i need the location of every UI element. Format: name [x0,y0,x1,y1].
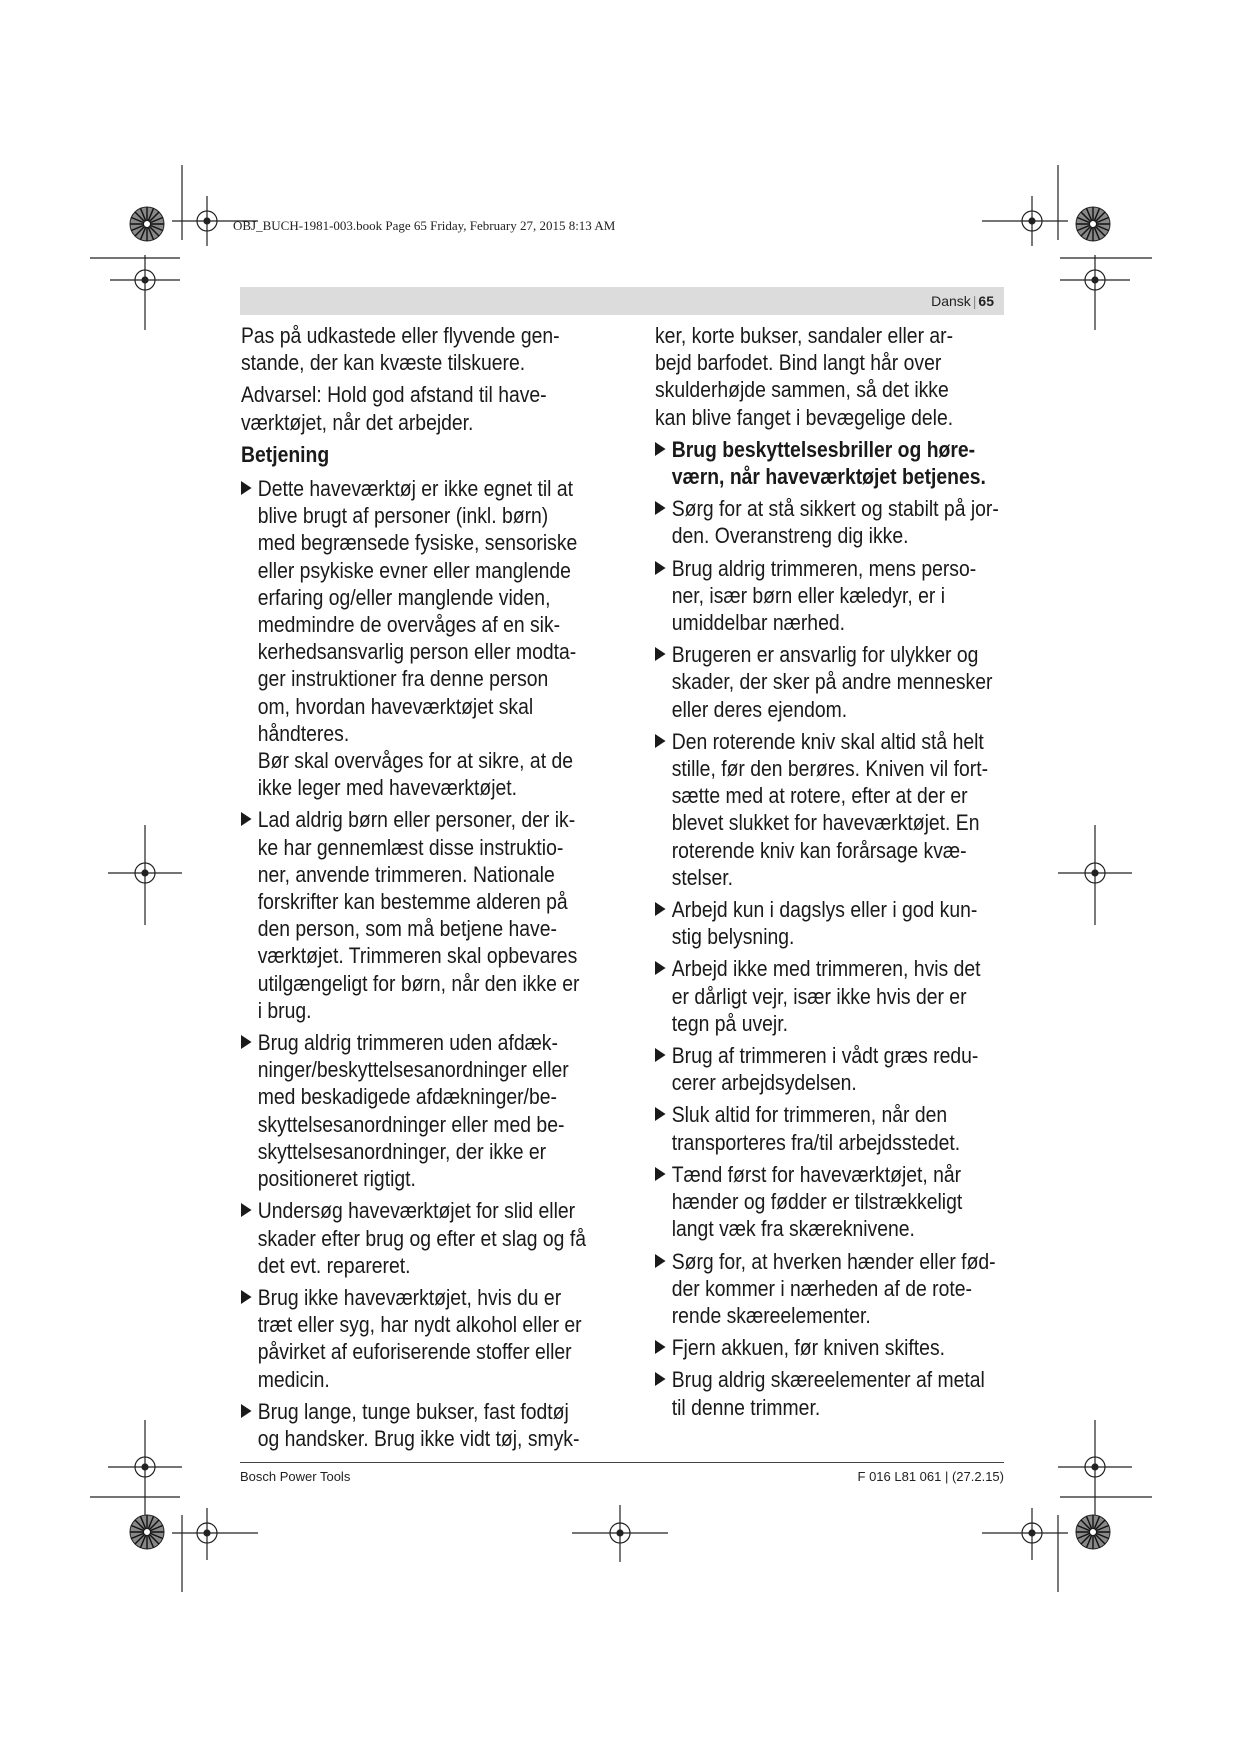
text-line: skader efter brug og efter et slag og få [257,1225,586,1251]
text-line: rende skæreelementer. [671,1302,871,1328]
registration-target [108,825,182,925]
text-line: bejd barfodet. Bind langt hår over [655,350,942,376]
bullet-item [241,1197,586,1279]
text-line: med begrænsede fysiske, sensoriske [257,530,578,556]
text-line: Arbejd ikke med trimmeren, hvis det [671,956,981,982]
registration-target [982,196,1068,246]
text-line: den person, som må betjene have- [257,916,557,942]
text-line: tegn på uvejr. [671,1010,788,1036]
text-line: ner, anvende trimmeren. Nationale [257,861,555,887]
registration-target [572,1505,668,1562]
text-line: Brug ikke haveværktøjet, hvis du er [257,1284,562,1310]
text-line: skader, der sker på andre mennesker [671,669,993,695]
bullet-triangle-icon [241,1404,252,1418]
registration-target [1058,1420,1132,1515]
text-line: Dette haveværktøj er ikke egnet til at [257,476,573,502]
bullet-triangle-icon [655,1048,666,1062]
print-file-info: OBJ_BUCH-1981-003.book Page 65 Friday, February 27, 2015 8:13 AM [233,218,616,233]
bullet-triangle-icon [655,501,666,515]
text-line: der kommer i nærheden af de rote- [671,1275,972,1301]
text-line: Brug lange, tunge bukser, fast fodtøj [257,1398,569,1424]
text-line: kan blive fanget i bevægelige dele. [655,404,954,430]
bullet-item [241,475,578,801]
page-header [240,287,1004,315]
text-line: forskrifter kan bestemme alderen på [257,889,568,915]
text-line: utilgængeligt for børn, når den ikke er [257,970,580,996]
text-line: Brug aldrig trimmeren, mens perso- [671,555,977,581]
registration-target [1060,255,1130,330]
header-label: Dansk | 65 [931,293,994,309]
text-line: Undersøg haveværktøjet for slid eller [257,1198,576,1224]
registration-target [1058,825,1132,925]
bullet-triangle-icon [655,442,666,456]
bullet-item-bold [655,436,986,490]
bullet-item [655,1042,981,1096]
registration-target [110,255,180,330]
text-line: til denne trimmer. [671,1394,821,1420]
registration-target [982,1508,1068,1560]
paragraph [241,381,567,435]
bullet-triangle-icon [655,1167,666,1181]
text-line: Brug af trimmeren i vådt græs redu- [671,1043,979,1069]
bullet-item [655,555,981,637]
bullet-item [655,641,993,723]
header-language: Dansk [931,293,971,309]
text-line: eller deres ejendom. [671,696,848,722]
bullet-triangle-icon [655,902,666,916]
bullet-item [241,1284,582,1393]
text-line: positioneret rigtigt. [257,1166,416,1192]
text-line: stig belysning. [671,924,795,950]
text-line: kerhedsansvarlig person eller modta- [257,639,577,665]
text-line: ger instruktioner fra denne person [257,666,549,692]
text-line: Arbejd kun i dagslys eller i god kun- [671,897,978,923]
text-line: hænder og fødder er tilstrækkeligt [671,1189,963,1215]
bullet-item [241,806,580,1024]
bullet-triangle-icon [655,647,666,661]
left-column [241,322,586,1457]
text-line: stande, der kan kvæste tilskuere. [241,350,526,376]
bullet-item [655,955,981,1037]
color-target-icon [130,207,164,241]
text-line: ner, især børn eller kæledyr, er i [671,582,946,608]
bullet-item [655,1366,985,1420]
text-line: skulderhøjde sammen, så det ikke [655,377,949,403]
text-line: blive brugt af personer (inkl. børn) [257,503,549,529]
text-line: medmindre de overvåges af en sik- [257,612,561,638]
text-line: om, hvordan haveværktøjet skal [257,693,534,719]
text-line: ke har gennemlæst disse instruktio- [257,834,564,860]
text-line: langt væk fra skæreknivene. [671,1216,915,1242]
text-line: Lad aldrig børn eller personer, der ik- [257,807,576,833]
bullet-triangle-icon [241,1035,252,1049]
color-target-icon [1076,207,1110,241]
bullet-triangle-icon [241,1290,252,1304]
text-line: Brug aldrig skæreelementer af metal [671,1367,985,1393]
text-line: stelser. [671,864,734,890]
color-target-icon [130,1515,164,1549]
bullet-triangle-icon [655,1340,666,1354]
bullet-item [241,1029,567,1192]
registration-target [108,1420,182,1515]
text-line: påvirket af euforiserende stoffer eller [257,1339,572,1365]
text-line: skyttelsesanordninger eller med be- [257,1111,565,1137]
bullet-triangle-icon [655,734,666,748]
text-line: stille, før den berøres. Kniven vil fort- [671,756,989,782]
bullet-item [655,1248,996,1330]
text-line: Pas på udkastede eller flyvende gen- [241,323,560,348]
text-line: træt eller syg, har nydt alkohol eller er [257,1312,582,1338]
text-line: cerer arbejdsydelsen. [671,1070,857,1096]
bullet-item [655,896,981,950]
bullet-triangle-icon [655,1107,666,1121]
text-line: Brugeren er ansvarlig for ulykker og [671,642,979,668]
bullet-triangle-icon [655,961,666,975]
text-line: Bør skal overvåges for at sikre, at de [257,748,573,774]
text-line: eller psykiske evner eller manglende [257,557,571,583]
bullet-triangle-icon [655,1254,666,1268]
text-line: ker, korte bukser, sandaler eller ar- [655,323,954,348]
text-line: det evt. repareret. [257,1252,411,1278]
text-line: værktøjet. Trimmeren skal opbevares [257,943,578,969]
bullet-item [655,495,999,549]
text-line: transporteres fra/til arbejdsstedet. [671,1129,961,1155]
text-line: værktøjet, når det arbejder. [241,409,474,435]
text-line: Sørg for, at hverken hænder eller fød- [671,1248,996,1274]
bullet-item [655,1161,981,1243]
text-line: den. Overanstreng dig ikke. [671,523,909,549]
text-line: i brug. [257,997,312,1023]
bullet-item [241,1398,580,1452]
text-line: Den roterende kniv skal altid stå helt [671,728,984,754]
footer-doc-id: F 016 L81 061 | (27.2.15) [857,1469,1004,1484]
text-line: sætte med at rotere, efter at der er [671,783,968,809]
bullet-item [655,1101,981,1155]
text-line: medicin. [257,1366,330,1392]
text-line: ninger/beskyttelsesanordninger eller [257,1057,569,1083]
text-line: værn, når haveværktøjet betjenes. [671,464,986,490]
footer-rule [240,1462,1004,1463]
paragraph-continued [655,322,981,431]
text-line: Fjern akkuen, før kniven skiftes. [671,1335,946,1361]
text-line: blevet slukket for haveværktøjet. En [671,810,980,836]
text-line: roterende kniv kan forårsage kvæ- [671,837,967,863]
text-line: og handsker. Brug ikke vidt tøj, smyk- [257,1425,580,1451]
text-line: Sluk altid for trimmeren, når den [671,1102,948,1128]
right-column [655,322,999,1426]
bullet-triangle-icon [655,561,666,575]
text-line: håndteres. [257,720,350,746]
color-target-icon [1076,1515,1110,1549]
footer-brand: Bosch Power Tools [240,1469,351,1484]
bullet-triangle-icon [241,481,252,495]
section-heading: Betjening [241,441,330,467]
text-line: Brug aldrig trimmeren uden afdæk- [257,1030,558,1056]
bullet-triangle-icon [241,1203,252,1217]
text-line: med beskadigede afdækninger/be- [257,1084,557,1110]
text-line: skyttelsesanordninger, der ikke er [257,1138,547,1164]
bullet-item [655,1334,981,1361]
text-line: erfaring og/eller manglende viden, [257,584,551,610]
text-line: Tænd først for haveværktøjet, når [671,1161,962,1187]
text-line: Brug beskyttelsesbriller og høre- [671,436,976,462]
bullet-item [655,728,989,891]
paragraph [241,322,567,376]
text-line: ikke leger med haveværktøjet. [257,775,518,801]
text-line: umiddelbar nærhed. [671,610,845,636]
text-line: er dårligt vejr, især ikke hvis der er [671,983,967,1009]
bullet-triangle-icon [241,812,252,826]
text-line: Advarsel: Hold god afstand til have- [241,382,547,408]
text-line: Sørg for at stå sikkert og stabilt på jor- [671,496,999,522]
registration-target [172,1508,258,1560]
bullet-triangle-icon [655,1372,666,1386]
page-number: 65 [978,293,994,309]
